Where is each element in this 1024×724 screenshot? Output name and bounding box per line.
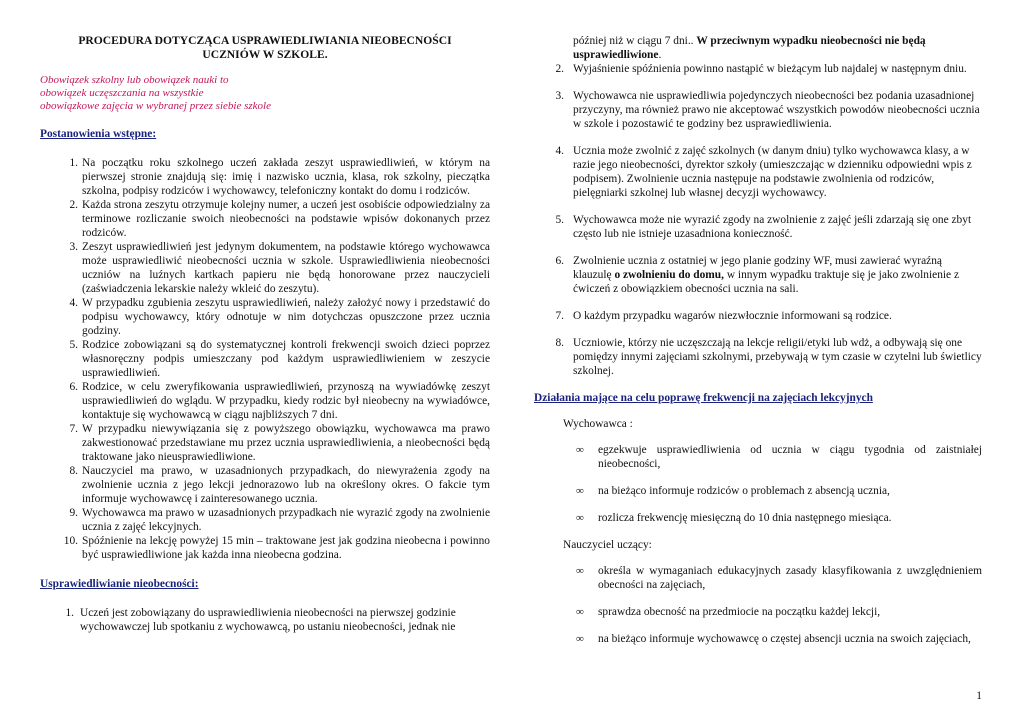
justify-list-continued <box>548 34 982 378</box>
bullet-item <box>548 605 982 619</box>
list-item <box>548 213 982 241</box>
item-number: 1. <box>65 607 74 619</box>
list-item <box>40 380 490 422</box>
item-text: Spóźnienie na lekcję powyżej 15 min – traktowane jest jak godzina nieobecna i powinno być usprawiedliwione jak każda inna nieobecna godzina. <box>82 535 490 561</box>
teacher-bullets <box>548 564 982 646</box>
item-text: W przypadku zgubienia zeszytu usprawiedliwień, należy założyć nowy i przedstawić do podpisu wychowawcy, który odnotuje w nim dotychczas opuszczone przez ucznia godziny. <box>82 297 490 337</box>
item-text: Ucznia może zwolnić z zajęć szkolnych (w danym dniu) tylko wychowawca klasy, a w razie jego nieobecności, dyrektor szkoły (umieszczając w dzienniku odpowiedni wpis z podpisem). Zwolnienie ucznia następuje na podstawie zwolnienia od rodziców, pielęgniarki szkolnej lub własnej decyzji wychowawcy. <box>573 145 972 199</box>
item-text: Każda strona zeszytu otrzymuje kolejny numer, a uczeń jest osobiście odpowiedzialny za terminowe rozliczanie swoich nieobecności na podstawie wpisów dokonanych przez rodziców. <box>82 199 490 239</box>
bullet-text: na bieżąco informuje wychowawcę o częstej absencji ucznia na swoich zajęciach, <box>598 633 971 645</box>
item-number: 2. <box>69 199 78 211</box>
list-item <box>40 296 490 338</box>
item-number: 4. <box>69 297 78 309</box>
bullet-text: określa w wymaganiach edukacyjnych zasady klasyfikowania z uwzględnieniem obecności na zajęciach, <box>598 565 982 591</box>
list-item <box>40 606 490 634</box>
item-number: 6. <box>555 255 564 267</box>
item-bold-text: o zwolnieniu do domu, <box>614 269 724 281</box>
infinity-bullet-icon: ∞ <box>576 633 584 645</box>
item-text: W przypadku niewywiązania się z powyższego obowiązku, wychowawca ma prawo zakwestionować przedstawiane mu przez ucznia usprawiedliwienia, a nieobecności będą traktowane jako nieusprawiedliwione. <box>82 423 490 463</box>
item-text: Rodzice zobowiązani są do systematycznej kontroli frekwencji swoich dzieci poprzez własnoręczny podpis umieszczany pod każdym usprawiedliwieniem w zeszycie usprawiedliwień. <box>82 339 490 379</box>
item-text: Wychowawca może nie wyrazić zgody na zwolnienie z zajęć jeśli zdarzają się one zbyt często lub nie istnieje uzasadniona konieczność. <box>573 214 972 240</box>
page-number: 1 <box>976 690 982 702</box>
item-number: 3. <box>555 90 564 102</box>
bullet-item <box>548 564 982 592</box>
infinity-bullet-icon: ∞ <box>576 565 584 577</box>
motto-line-3: obowiązkowe zajęcia w wybranej przez siebie szkole <box>40 100 271 112</box>
item-number: 6. <box>69 381 78 393</box>
list-item <box>40 338 490 380</box>
list-item <box>40 240 490 296</box>
list-item <box>40 198 490 240</box>
bullet-item <box>548 632 982 646</box>
list-item <box>548 254 982 296</box>
item-text: Zwolnienie ucznia z ostatniej w jego planie godziny WF, musi zawierać wyraźną klauzulę <box>573 255 942 281</box>
bullet-item <box>548 511 982 525</box>
item-number: 3. <box>69 241 78 253</box>
tutor-bullets <box>548 443 982 525</box>
left-column <box>40 34 490 634</box>
justify-list <box>40 606 490 634</box>
bullet-text: egzekwuje usprawiedliwienia od ucznia w ciągu tygodnia od zaistniałej nieobecności, <box>598 444 982 470</box>
item-number: 8. <box>69 465 78 477</box>
item-text: Uczeń jest zobowiązany do usprawiedliwienia nieobecności na pierwszej godzinie wychowawczej lub spotkaniu z wychowawcą, po ustaniu nieobecności, jednak nie <box>80 607 456 633</box>
item-text: później niż w ciągu 7 dni.. <box>573 35 694 47</box>
bullet-text: rozlicza frekwencję miesięczną do 10 dnia następnego miesiąca. <box>598 512 892 524</box>
motto <box>40 74 490 113</box>
list-item <box>548 89 982 131</box>
item-number: 2. <box>555 63 564 75</box>
list-item <box>548 336 982 378</box>
item-text: Zeszyt usprawiedliwień jest jedynym dokumentem, na podstawie którego wychowawca może usprawiedliwić nieobecności ucznia w szkole. Usprawiedliwienia nieobecności uczniów na luźnych kartkach papieru nie będą honorowane przez nauczycieli (zaświadczenia lekarskie należy wkleić do zeszytu). <box>82 241 490 295</box>
item-number: 9. <box>69 507 78 519</box>
item-text: Wyjaśnienie spóźnienia powinno nastąpić w bieżącym lub najdalej w następnym dniu. <box>573 63 967 75</box>
list-item <box>40 156 490 198</box>
section-heading-actions: Działania mające na celu poprawę frekwencji na zajęciach lekcyjnych <box>534 392 873 404</box>
bullet-item <box>548 443 982 471</box>
bullet-item <box>548 484 982 498</box>
list-item <box>548 144 982 200</box>
item-text: Wychowawca ma prawo w uzasadnionych przypadkach nie wyrazić zgody na zwolnienie ucznia z zajęć lekcyjnych. <box>82 507 490 533</box>
item-number: 7. <box>555 310 564 322</box>
list-item <box>548 309 982 323</box>
item-number: 4. <box>555 145 564 157</box>
section-heading-general: Postanowienia wstępne: <box>40 128 157 140</box>
list-item <box>40 422 490 464</box>
title-line-1: PROCEDURA DOTYCZĄCA USPRAWIEDLIWIANIA NIEOBECNOŚCI <box>78 34 452 47</box>
list-item <box>40 464 490 506</box>
item-text: O każdym przypadku wagarów niezwłocznie informowani są rodzice. <box>573 310 892 322</box>
list-item <box>40 506 490 534</box>
item-text: Rodzice, w celu zweryfikowania usprawiedliwień, przynoszą na wywiadówkę zeszyt usprawiedliwień do wglądu. W przypadku, kiedy rodzic był nieobecny na wywiadówce, kontaktuje się wychowawcą w ciągu najbliższych 7 dni. <box>82 381 490 421</box>
role-tutor: Wychowawca : <box>563 418 633 430</box>
list-item <box>548 62 982 76</box>
document-title <box>40 34 490 62</box>
item-number: 10. <box>63 535 78 547</box>
right-column <box>534 34 982 659</box>
bullet-text: sprawdza obecność na przedmiocie na początku każdej lekcji, <box>598 606 881 618</box>
title-line-2: UCZNIÓW W SZKOLE. <box>202 48 328 61</box>
item-text-end: . <box>658 49 662 61</box>
list-item-continued <box>548 34 982 62</box>
list-item <box>40 534 490 562</box>
bullet-text: na bieżąco informuje rodziców o problemach z absencją ucznia, <box>598 485 890 497</box>
item-text: w innym wypadku traktuje się je jako zwolnienie z ćwiczeń z obowiązkiem obecności ucznia na sali. <box>573 269 960 295</box>
item-bold-text: W przeciwnym wypadku nieobecności nie będą usprawiedliwione <box>573 35 926 61</box>
infinity-bullet-icon: ∞ <box>576 444 584 456</box>
item-number: 8. <box>555 337 564 349</box>
general-list <box>40 156 490 562</box>
item-number: 5. <box>69 339 78 351</box>
section-heading-justify: Usprawiedliwianie nieobecności: <box>40 578 199 590</box>
item-text: Uczniowie, którzy nie uczęszczają na lekcje religii/etyki lub wdż, a odbywają się one pomiędzy innymi zajęciami szkolnymi, przebywają w tym czasie w czytelni lub świetlicy szkolnej. <box>573 337 982 377</box>
infinity-bullet-icon: ∞ <box>576 606 584 618</box>
motto-line-1: Obowiązek szkolny lub obowiązek nauki to <box>40 74 229 86</box>
item-text: Na początku roku szkolnego uczeń zakłada zeszyt usprawiedliwień, w którym na pierwszej stronie znajdują się: imię i nazwisko ucznia, klasa, rok szkolny, pieczątka szkolna, podpisy rodziców i wychowawcy, telefoniczny kontakt do domu i rodziców. <box>82 157 490 197</box>
role-teacher: Nauczyciel uczący: <box>563 539 652 551</box>
infinity-bullet-icon: ∞ <box>576 485 584 497</box>
infinity-bullet-icon: ∞ <box>576 512 584 524</box>
item-number: 7. <box>69 423 78 435</box>
item-text: Wychowawca nie usprawiedliwia pojedynczych nieobecności bez podania uzasadnionej przyczyny, ma również prawo nie akceptować wszystkich powodów nieobecności ucznia w szkole i pozostawić te godziny bez usprawiedliwienia. <box>573 90 980 130</box>
item-number: 1. <box>69 157 78 169</box>
item-text: Nauczyciel ma prawo, w uzasadnionych przypadkach, do niewyrażenia zgody na zwolnienie ucznia z jego lekcji jednorazowo lub na określony okres. O fakcie tym informuje wychowawcę i zainteresowanego ucznia. <box>82 465 490 505</box>
item-number: 5. <box>555 214 564 226</box>
motto-line-2: obowiązek uczęszczania na wszystkie <box>40 87 204 99</box>
